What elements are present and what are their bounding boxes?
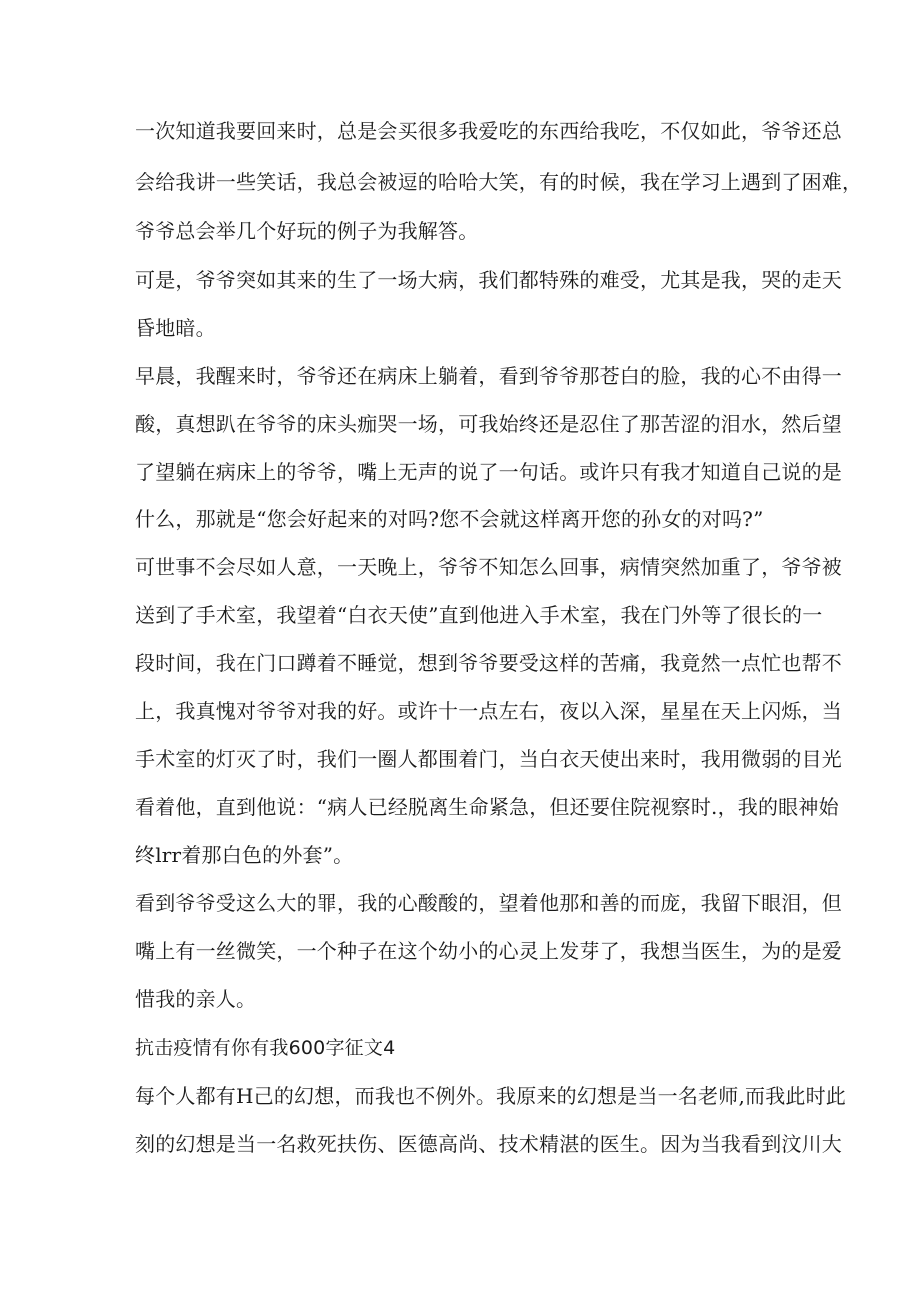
text-line: 早晨，我醒来时，爷爷还在病床上躺着，看到爷爷那苍白的脸，我的心不由得一 [135,364,842,388]
text-line: 什么，那就是“您会好起来的对吗?您不会就这样离开您的孙女的对吗?” [135,507,764,531]
text-line: 会给我讲一些笑话，我总会被逗的哈哈大笑，有的时候，我在学习上遇到了困难， [135,170,863,194]
text-line: 刻的幻想是当一名救死扶伤、医德高尚、技术精湛的医生。因为当我看到汶川大 [135,1132,842,1156]
text-line: 爷爷总会举几个好玩的例子为我解答。 [135,219,479,243]
text-line: 段时间，我在门口蹲着不睡觉，想到爷爷要受这样的苦痛，我竟然一点忙也帮不 [135,651,842,675]
text-line: 终lrr着那白色的外套”。 [135,843,354,867]
text-line: 送到了手术室，我望着“白衣天使”直到他进入手术室，我在门外等了很长的一 [135,603,823,627]
text-line: 惜我的亲人。 [135,987,257,1011]
section-heading: 抗击疫情有你有我600字征文4 [135,1037,396,1059]
text-line: 酸，真想趴在爷爷的床头痂哭一场，可我始终还是忍住了那苦涩的泪水，然后望 [135,412,842,436]
text-line: 上，我真愧对爷爷对我的好。或许十一点左右，夜以入深，星星在天上闪烁，当 [135,699,842,723]
text-line: 一次知道我要回来时，总是会买很多我爱吃的东西给我吃，不仅如此，爷爷还总 [135,119,842,143]
text-line: 看着他，直到他说：“病人已经脱离生命紧急，但还要住院视察时.，我的眼神始 [135,795,839,819]
text-line: 嘴上有一丝微笑，一个种子在这个幼小的心灵上发芽了，我想当医生，为的是爱 [135,939,842,963]
text-line: 昏地暗。 [135,316,216,340]
text-line: 可是，爷爷突如其来的生了一场大病，我们都特殊的难受，尤其是我，哭的走天 [135,268,842,292]
text-line: 了望躺在病床上的爷爷，嘴上无声的说了一句话。或许只有我才知道自己说的是 [135,460,842,484]
text-line: 可世事不会尽如人意，一天晚上，爷爷不知怎么回事，病情突然加重了，爷爷被 [135,555,842,579]
text-line: 看到爷爷受这么大的罪，我的心酸酸的，望着他那和善的而庞，我留下眼泪，但 [135,891,842,915]
text-line: 手术室的灯灭了时，我们一圈人都围着门，当白衣天使出来时，我用微弱的目光 [135,747,842,771]
text-line: 每个人都有H己的幻想，而我也不例外。我原来的幻想是当一名老师,而我此时此 [135,1084,846,1108]
